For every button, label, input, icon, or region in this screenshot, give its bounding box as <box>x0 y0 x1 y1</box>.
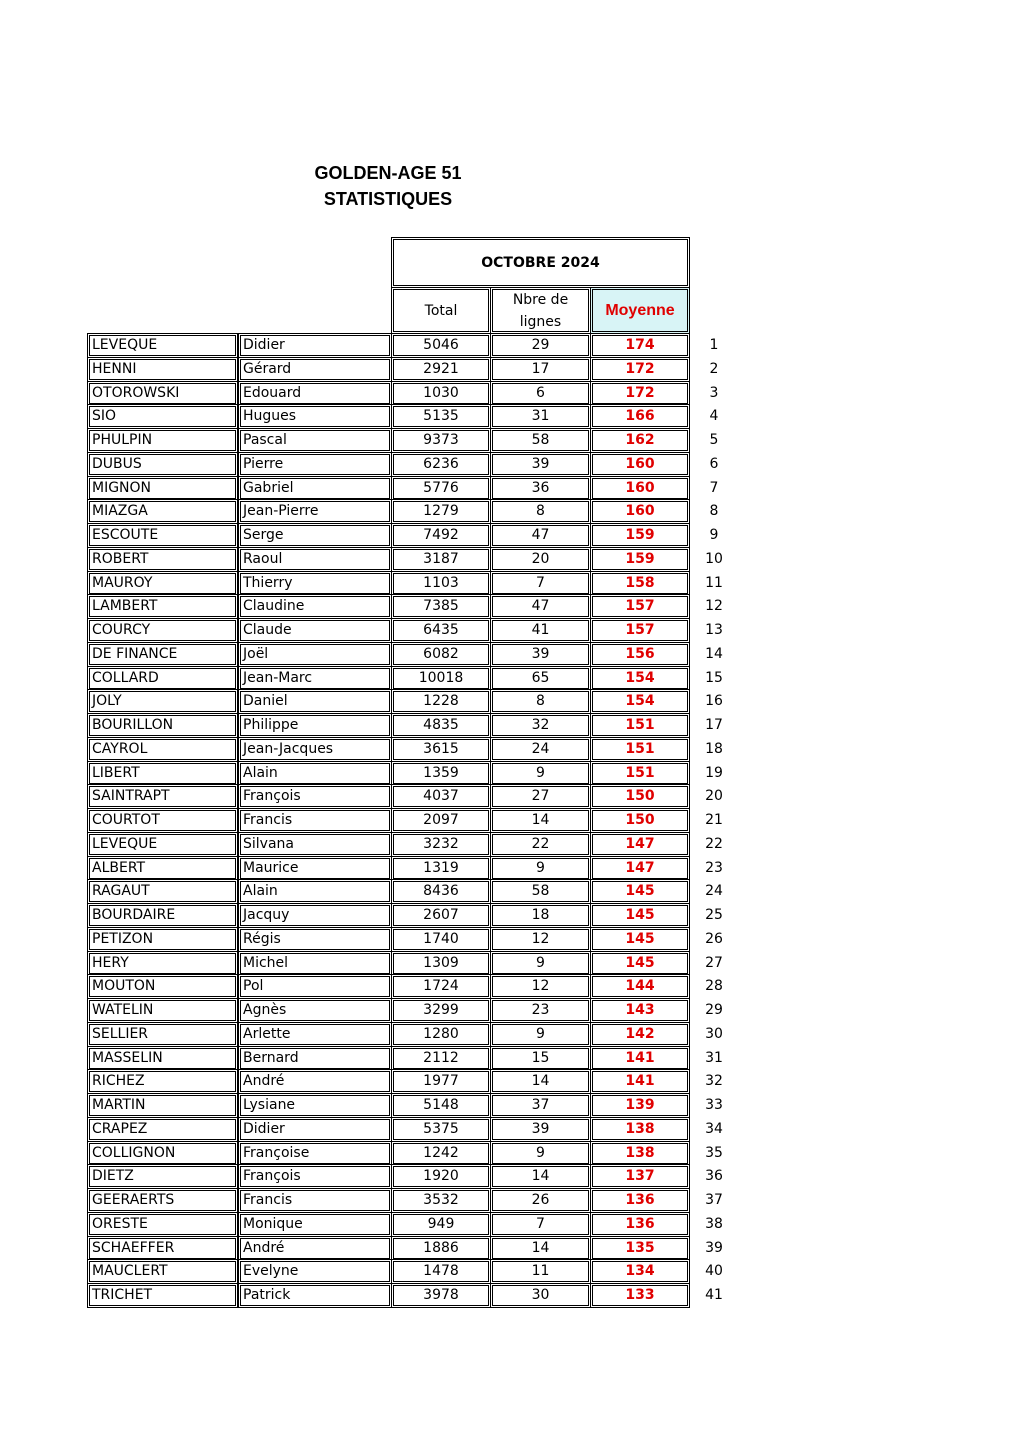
last-name-cell: GEERAERTS <box>87 1188 238 1213</box>
first-name-cell: Jean-Pierre <box>238 499 392 524</box>
lines-cell: 31 <box>490 404 591 429</box>
lines-cell: 41 <box>490 618 591 643</box>
total-cell: 6435 <box>391 618 491 643</box>
lines-cell: 20 <box>490 547 591 572</box>
first-name-cell: Raoul <box>238 547 392 572</box>
first-name-cell: Régis <box>238 927 392 952</box>
first-name-cell: Francis <box>238 808 392 833</box>
rank-label: 19 <box>705 765 723 781</box>
average-cell: 166 <box>590 404 690 429</box>
lines-cell: 47 <box>490 523 591 548</box>
last-name-cell: COLLARD <box>87 666 238 691</box>
rank-label: 14 <box>705 646 723 662</box>
rank-label: 22 <box>705 836 723 852</box>
average-cell: 158 <box>590 571 690 596</box>
rank-label: 15 <box>705 670 723 686</box>
rank-label: 25 <box>705 907 723 923</box>
lines-cell: 39 <box>490 452 591 477</box>
last-name-cell: RICHEZ <box>87 1069 238 1094</box>
first-name-cell: André <box>238 1069 392 1094</box>
first-name-cell: Agnès <box>238 998 392 1023</box>
rank-label: 29 <box>705 1002 723 1018</box>
rank-label: 20 <box>705 788 723 804</box>
last-name-cell: OTOROWSKI <box>87 381 238 406</box>
lines-cell: 27 <box>490 784 591 809</box>
title-line-1: GOLDEN-AGE 51 <box>314 163 462 183</box>
average-cell: 145 <box>590 927 690 952</box>
average-cell: 157 <box>590 594 690 619</box>
total-cell: 5148 <box>391 1093 491 1118</box>
rank-label: 28 <box>705 978 723 994</box>
total-cell: 5375 <box>391 1117 491 1142</box>
last-name-cell: CAYROL <box>87 737 238 762</box>
lines-cell: 12 <box>490 927 591 952</box>
last-name-cell: MAUROY <box>87 571 238 596</box>
lines-cell: 58 <box>490 428 591 453</box>
lines-cell: 9 <box>490 856 591 881</box>
total-cell: 8436 <box>391 879 491 904</box>
rank-label: 27 <box>705 955 723 971</box>
last-name-cell: SELLIER <box>87 1022 238 1047</box>
total-cell: 5776 <box>391 476 491 501</box>
rank-label: 17 <box>705 717 723 733</box>
total-cell: 1724 <box>391 974 491 999</box>
average-cell: 172 <box>590 381 690 406</box>
last-name-cell: LAMBERT <box>87 594 238 619</box>
last-name-cell: CRAPEZ <box>87 1117 238 1142</box>
lines-cell: 18 <box>490 903 591 928</box>
first-name-cell: Patrick <box>238 1283 392 1308</box>
last-name-cell: COLLIGNON <box>87 1141 238 1166</box>
rank-label: 4 <box>709 408 719 424</box>
average-cell: 150 <box>590 784 690 809</box>
last-name-cell: HENNI <box>87 357 238 382</box>
first-name-cell: Monique <box>238 1212 392 1237</box>
rank-label: 5 <box>709 432 719 448</box>
rank-label: 32 <box>705 1073 723 1089</box>
rank-label: 31 <box>705 1050 723 1066</box>
last-name-cell: MOUTON <box>87 974 238 999</box>
lines-cell: 29 <box>490 333 591 358</box>
last-name-cell: COURTOT <box>87 808 238 833</box>
rank-label: 8 <box>709 503 719 519</box>
rank-label: 10 <box>705 551 723 567</box>
total-cell: 1740 <box>391 927 491 952</box>
average-cell: 142 <box>590 1022 690 1047</box>
average-cell: 143 <box>590 998 690 1023</box>
average-cell: 137 <box>590 1164 690 1189</box>
total-cell: 2921 <box>391 357 491 382</box>
total-cell: 1103 <box>391 571 491 596</box>
last-name-cell: SCHAEFFER <box>87 1236 238 1261</box>
last-name-cell: MIGNON <box>87 476 238 501</box>
lines-cell: 36 <box>490 476 591 501</box>
last-name-cell: ORESTE <box>87 1212 238 1237</box>
first-name-cell: Pol <box>238 974 392 999</box>
total-cell: 1279 <box>391 499 491 524</box>
rank-label: 11 <box>705 575 723 591</box>
rank-label: 6 <box>709 456 719 472</box>
total-cell: 3978 <box>391 1283 491 1308</box>
total-cell: 1242 <box>391 1141 491 1166</box>
rank-label: 35 <box>705 1145 723 1161</box>
title-line-2: STATISTIQUES <box>323 189 453 209</box>
rank-label: 3 <box>709 385 719 401</box>
rank-label: 36 <box>705 1168 723 1184</box>
average-column-header: Moyenne <box>590 287 690 334</box>
first-name-cell: Philippe <box>238 713 392 738</box>
average-cell: 133 <box>590 1283 690 1308</box>
average-cell: 159 <box>590 523 690 548</box>
total-cell: 2607 <box>391 903 491 928</box>
last-name-cell: PETIZON <box>87 927 238 952</box>
first-name-cell: Joël <box>238 642 392 667</box>
lines-cell: 39 <box>490 642 591 667</box>
average-cell: 160 <box>590 499 690 524</box>
first-name-cell: Evelyne <box>238 1259 392 1284</box>
rank-label: 30 <box>705 1026 723 1042</box>
average-cell: 135 <box>590 1236 690 1261</box>
total-cell: 2097 <box>391 808 491 833</box>
average-cell: 172 <box>590 357 690 382</box>
lines-cell: 32 <box>490 713 591 738</box>
rank-label: 21 <box>705 812 723 828</box>
rank-label: 23 <box>705 860 723 876</box>
average-cell: 138 <box>590 1117 690 1142</box>
rank-label: 16 <box>705 693 723 709</box>
total-cell: 5046 <box>391 333 491 358</box>
first-name-cell: Jean-Jacques <box>238 737 392 762</box>
first-name-cell: Didier <box>238 333 392 358</box>
last-name-cell: ALBERT <box>87 856 238 881</box>
last-name-cell: HERY <box>87 951 238 976</box>
average-cell: 156 <box>590 642 690 667</box>
average-cell: 151 <box>590 737 690 762</box>
first-name-cell: Jean-Marc <box>238 666 392 691</box>
total-cell: 7492 <box>391 523 491 548</box>
first-name-cell: Maurice <box>238 856 392 881</box>
last-name-cell: TRICHET <box>87 1283 238 1308</box>
total-cell: 7385 <box>391 594 491 619</box>
average-cell: 147 <box>590 856 690 881</box>
lines-cell: 9 <box>490 761 591 786</box>
first-name-cell: Claude <box>238 618 392 643</box>
lines-cell: 24 <box>490 737 591 762</box>
average-cell: 160 <box>590 452 690 477</box>
lines-cell: 9 <box>490 1141 591 1166</box>
rank-label: 2 <box>709 361 719 377</box>
lines-cell: 7 <box>490 1212 591 1237</box>
lines-cell: 6 <box>490 381 591 406</box>
rank-label: 38 <box>705 1216 723 1232</box>
average-cell: 136 <box>590 1188 690 1213</box>
first-name-cell: Pascal <box>238 428 392 453</box>
rank-label: 37 <box>705 1192 723 1208</box>
rank-label: 40 <box>705 1263 723 1279</box>
page-title <box>288 160 488 212</box>
rank-label: 39 <box>705 1240 723 1256</box>
first-name-cell: Gérard <box>238 357 392 382</box>
average-cell: 154 <box>590 666 690 691</box>
lines-cell: 58 <box>490 879 591 904</box>
average-cell: 151 <box>590 761 690 786</box>
total-cell: 3187 <box>391 547 491 572</box>
rank-label: 41 <box>705 1287 723 1303</box>
first-name-cell: François <box>238 784 392 809</box>
lines-cell: 12 <box>490 974 591 999</box>
average-cell: 141 <box>590 1046 690 1071</box>
total-cell: 6082 <box>391 642 491 667</box>
last-name-cell: WATELIN <box>87 998 238 1023</box>
lines-cell: 8 <box>490 689 591 714</box>
lines-cell: 11 <box>490 1259 591 1284</box>
lines-cell: 47 <box>490 594 591 619</box>
total-cell: 6236 <box>391 452 491 477</box>
first-name-cell: Didier <box>238 1117 392 1142</box>
first-name-cell: André <box>238 1236 392 1261</box>
first-name-cell: Thierry <box>238 571 392 596</box>
lines-cell: 9 <box>490 951 591 976</box>
total-cell: 1977 <box>391 1069 491 1094</box>
total-cell: 3232 <box>391 832 491 857</box>
period-header: OCTOBRE 2024 <box>391 237 690 288</box>
average-cell: 134 <box>590 1259 690 1284</box>
last-name-cell: LEVEQUE <box>87 333 238 358</box>
last-name-cell: COURCY <box>87 618 238 643</box>
first-name-cell: Francis <box>238 1188 392 1213</box>
lines-cell: 15 <box>490 1046 591 1071</box>
lines-cell: 8 <box>490 499 591 524</box>
total-column-header: Total <box>391 287 491 334</box>
first-name-cell: Claudine <box>238 594 392 619</box>
lines-cell: 65 <box>490 666 591 691</box>
total-cell: 3615 <box>391 737 491 762</box>
average-cell: 162 <box>590 428 690 453</box>
first-name-cell: Edouard <box>238 381 392 406</box>
first-name-cell: Arlette <box>238 1022 392 1047</box>
rank-label: 1 <box>709 337 719 353</box>
average-cell: 145 <box>590 903 690 928</box>
total-cell: 4037 <box>391 784 491 809</box>
average-cell: 139 <box>590 1093 690 1118</box>
total-cell: 4835 <box>391 713 491 738</box>
total-cell: 1478 <box>391 1259 491 1284</box>
total-cell: 3532 <box>391 1188 491 1213</box>
first-name-cell: Silvana <box>238 832 392 857</box>
last-name-cell: MARTIN <box>87 1093 238 1118</box>
last-name-cell: SIO <box>87 404 238 429</box>
first-name-cell: Pierre <box>238 452 392 477</box>
first-name-cell: Françoise <box>238 1141 392 1166</box>
average-cell: 147 <box>590 832 690 857</box>
total-cell: 3299 <box>391 998 491 1023</box>
total-cell: 2112 <box>391 1046 491 1071</box>
total-cell: 9373 <box>391 428 491 453</box>
average-cell: 160 <box>590 476 690 501</box>
total-cell: 1280 <box>391 1022 491 1047</box>
average-cell: 145 <box>590 879 690 904</box>
first-name-cell: Lysiane <box>238 1093 392 1118</box>
rank-label: 13 <box>705 622 723 638</box>
rank-label: 34 <box>705 1121 723 1137</box>
last-name-cell: ROBERT <box>87 547 238 572</box>
lines-cell: 14 <box>490 808 591 833</box>
lines-cell: 37 <box>490 1093 591 1118</box>
lines-cell: 9 <box>490 1022 591 1047</box>
last-name-cell: SAINTRAPT <box>87 784 238 809</box>
first-name-cell: Hugues <box>238 404 392 429</box>
total-cell: 949 <box>391 1212 491 1237</box>
last-name-cell: DIETZ <box>87 1164 238 1189</box>
average-cell: 151 <box>590 713 690 738</box>
last-name-cell: MIAZGA <box>87 499 238 524</box>
rank-label: 24 <box>705 883 723 899</box>
last-name-cell: MASSELIN <box>87 1046 238 1071</box>
average-cell: 136 <box>590 1212 690 1237</box>
rank-label: 18 <box>705 741 723 757</box>
lines-cell: 26 <box>490 1188 591 1213</box>
lines-cell: 22 <box>490 832 591 857</box>
lines-cell: 39 <box>490 1117 591 1142</box>
last-name-cell: DE FINANCE <box>87 642 238 667</box>
last-name-cell: BOURILLON <box>87 713 238 738</box>
average-cell: 138 <box>590 1141 690 1166</box>
last-name-cell: PHULPIN <box>87 428 238 453</box>
lines-cell: 7 <box>490 571 591 596</box>
last-name-cell: LEVEQUE <box>87 832 238 857</box>
total-cell: 5135 <box>391 404 491 429</box>
first-name-cell: Michel <box>238 951 392 976</box>
last-name-cell: BOURDAIRE <box>87 903 238 928</box>
first-name-cell: Serge <box>238 523 392 548</box>
first-name-cell: Bernard <box>238 1046 392 1071</box>
lines-cell: 14 <box>490 1069 591 1094</box>
first-name-cell: Alain <box>238 879 392 904</box>
first-name-cell: Gabriel <box>238 476 392 501</box>
lines-cell: 17 <box>490 357 591 382</box>
rank-label: 26 <box>705 931 723 947</box>
average-cell: 154 <box>590 689 690 714</box>
total-cell: 1920 <box>391 1164 491 1189</box>
first-name-cell: Alain <box>238 761 392 786</box>
first-name-cell: Daniel <box>238 689 392 714</box>
total-cell: 1030 <box>391 381 491 406</box>
average-cell: 159 <box>590 547 690 572</box>
last-name-cell: JOLY <box>87 689 238 714</box>
total-cell: 1359 <box>391 761 491 786</box>
last-name-cell: MAUCLERT <box>87 1259 238 1284</box>
first-name-cell: Jacquy <box>238 903 392 928</box>
lines-cell: 23 <box>490 998 591 1023</box>
rank-label: 33 <box>705 1097 723 1113</box>
total-cell: 1319 <box>391 856 491 881</box>
last-name-cell: ESCOUTE <box>87 523 238 548</box>
last-name-cell: DUBUS <box>87 452 238 477</box>
lines-cell: 14 <box>490 1164 591 1189</box>
total-cell: 1886 <box>391 1236 491 1261</box>
total-cell: 1228 <box>391 689 491 714</box>
average-cell: 157 <box>590 618 690 643</box>
lines-cell: 30 <box>490 1283 591 1308</box>
average-cell: 141 <box>590 1069 690 1094</box>
total-cell: 1309 <box>391 951 491 976</box>
total-cell: 10018 <box>391 666 491 691</box>
average-cell: 145 <box>590 951 690 976</box>
first-name-cell: François <box>238 1164 392 1189</box>
lines-column-header: Nbre de lignes <box>490 287 591 334</box>
lines-cell: 14 <box>490 1236 591 1261</box>
last-name-cell: LIBERT <box>87 761 238 786</box>
average-cell: 144 <box>590 974 690 999</box>
average-cell: 150 <box>590 808 690 833</box>
average-cell: 174 <box>590 333 690 358</box>
rank-label: 7 <box>709 480 719 496</box>
rank-label: 9 <box>709 527 719 543</box>
rank-label: 12 <box>705 598 723 614</box>
last-name-cell: RAGAUT <box>87 879 238 904</box>
